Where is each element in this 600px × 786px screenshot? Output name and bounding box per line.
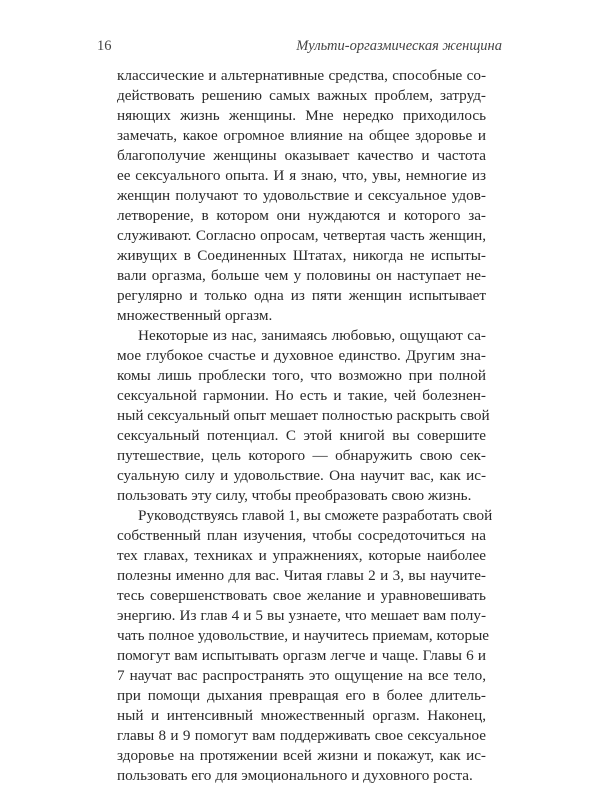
- text-line: действовать решению самых важных проблем, затруд-: [117, 87, 486, 104]
- text-line: пользовать эту силу, чтобы преобразовать свою жизнь.: [117, 487, 472, 504]
- text-line: полезны именно для вас. Читая главы 2 и 3, вы научите-: [117, 567, 486, 584]
- text-line: благополучие женщины оказывает качество и частота: [117, 147, 486, 164]
- text-line: тесь совершенствовать свое желание и уравновешивать: [117, 587, 486, 604]
- text-line: пользовать его для эмоционального и духовного роста.: [117, 767, 473, 784]
- text-line: Руководствуясь главой 1, вы сможете разработать свой: [138, 507, 493, 524]
- text-line: 7 научат вас распространять это ощущение на все тело,: [117, 667, 486, 684]
- text-line: служивают. Согласно опросам, четвертая часть женщин,: [117, 227, 486, 244]
- text-line: тех главах, техниках и упражнениях, которые наиболее: [117, 547, 486, 564]
- text-line: суальную силу и удовольствие. Она научит вас, как ис-: [117, 467, 486, 484]
- text-line: Некоторые из нас, занимаясь любовью, ощущают са-: [138, 327, 486, 344]
- text-line: регулярно и только одна из пяти женщин испытывает: [117, 287, 486, 304]
- text-line: вали оргазма, больше чем у половины он наступает не-: [117, 267, 486, 284]
- text-line: энергию. Из глав 4 и 5 вы узнаете, что мешает вам полу-: [117, 607, 486, 624]
- text-line: чать полное удовольствие, и научитесь приемам, которые: [117, 627, 490, 644]
- text-line: сексуальный потенциал. С этой книгой вы совершите: [117, 427, 486, 444]
- text-line: множественный оргазм.: [117, 307, 273, 324]
- paragraph: [117, 326, 490, 506]
- paragraph: [117, 66, 486, 326]
- running-title: Мульти-оргазмическая женщина: [296, 38, 502, 54]
- text-line: главы 8 и 9 помогут вам поддерживать свое сексуальное: [117, 727, 486, 744]
- page-header: [97, 38, 502, 58]
- text-line: женщин получают то удовольствие и сексуальное удов-: [117, 187, 486, 204]
- text-line: ный сексуальный опыт мешает полностью раскрыть свой: [117, 407, 490, 424]
- text-line: няющих жизнь женщины. Мне нередко приходилось: [117, 107, 486, 124]
- body-text: [117, 66, 493, 786]
- text-line: сексуальной гармонии. Но есть и такие, чей болезнен-: [117, 387, 486, 404]
- text-line: путешествие, цель которого — обнаружить свою сек-: [117, 447, 486, 464]
- text-line: помогут вам испытывать оргазм легче и чаще. Главы 6 и: [117, 647, 486, 664]
- text-line: здоровье на протяжении всей жизни и покажут, как ис-: [117, 747, 486, 764]
- text-line: летворение, в котором они нуждаются и которого за-: [117, 207, 486, 224]
- text-line: ный и интенсивный множественный оргазм. Наконец,: [117, 707, 486, 724]
- page-number: 16: [97, 38, 112, 54]
- text-line: живущих в Соединенных Штатах, никогда не испыты-: [117, 247, 486, 264]
- paragraph: [117, 506, 493, 786]
- text-line: комы лишь проблески того, что возможно при полной: [117, 367, 486, 384]
- text-line: собственный план изучения, чтобы сосредоточиться на: [117, 527, 486, 544]
- text-line: ее сексуального опыта. И я знаю, что, увы, немногие из: [117, 167, 486, 184]
- text-line: при помощи дыхания превращая его в более длитель-: [117, 687, 486, 704]
- text-line: замечать, какое огромное влияние на общее здоровье и: [117, 127, 486, 144]
- text-line: классические и альтернативные средства, способные со-: [117, 67, 486, 84]
- text-line: мое глубокое счастье и духовное единство. Другим зна-: [117, 347, 486, 364]
